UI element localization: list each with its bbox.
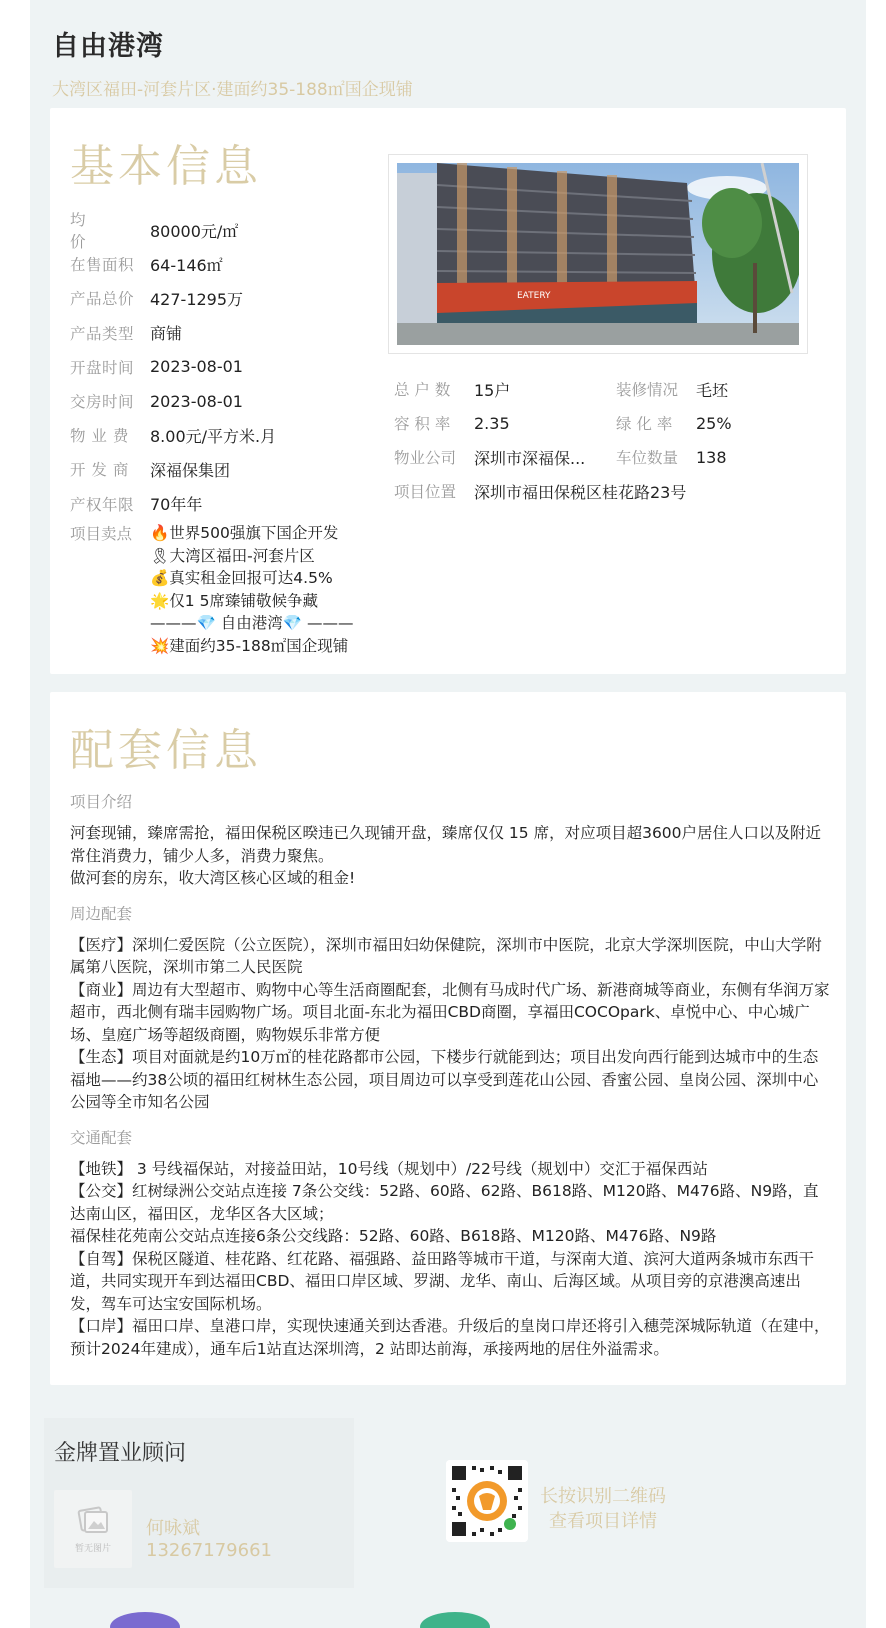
amenities-title: 配套信息 bbox=[70, 725, 262, 776]
intro-section bbox=[70, 790, 830, 890]
selling-points-label: 项目卖点 bbox=[70, 525, 133, 543]
amenities-card bbox=[50, 692, 846, 1385]
detail-value: 15户 bbox=[474, 380, 511, 400]
info-label: 开 发 商 bbox=[70, 461, 129, 480]
traffic-section bbox=[70, 1126, 830, 1361]
info-value: 商铺 bbox=[150, 324, 183, 344]
info-value: 2023-08-01 bbox=[150, 391, 243, 411]
location-value: 深圳市福田保税区桂花路23号 bbox=[474, 482, 687, 502]
info-row-price bbox=[70, 211, 276, 252]
surround-paragraph: 【商业】周边有大型超市、购物中心等生活商圈配套，北侧有马成时代广场、新港商城等商业，东侧有华润万家超市，西北侧有瑞丰园购物广场。项目北面-东北为福田CBD商圈，享福田COCOpark、卓悦中心、中心城广场、皇庭广场等超级商圈，购物娱乐非常方便 bbox=[70, 980, 830, 1044]
traffic-paragraph: 【自驾】保税区隧道、桂花路、红花路、福强路、益田路等城市干道，与深南大道、滨河大道两条城市东西干道，共同实现开车到达福田CBD、福田口岸区域、罗湖、龙华、南山、后海区域。从项目旁的京港澳高速出发，驾车可达宝安国际机场。 bbox=[70, 1249, 815, 1313]
info-value: 427-1295万 bbox=[150, 289, 244, 309]
store-sign-text: EATERY bbox=[517, 291, 551, 301]
detail-label: 物业公司 bbox=[394, 449, 457, 467]
intro-paragraph: 河套现铺，臻席需抢，福田保税区暌违已久现铺开盘，臻席仅仅 15 席，对应项目超3600户居住人口以及附近常住消费力，铺少人多，消费力聚焦。 bbox=[70, 824, 822, 865]
traffic-paragraph: 福保桂花苑南公交站点连接6条公交线路：52路、60路、B618路、M120路、M476路、N9路 bbox=[70, 1227, 717, 1245]
traffic-paragraph: 【公交】红树绿洲公交站点连接 7条公交线：52路、60路、62路、B618路、M120路、M476路、N9路，直达南山区，福田区，龙华区各大区域； bbox=[70, 1182, 819, 1223]
image-placeholder-icon bbox=[76, 1505, 110, 1535]
detail-value: 25% bbox=[696, 413, 732, 433]
info-value: 8.00元/平方米.月 bbox=[150, 426, 277, 446]
detail-value: 2.35 bbox=[474, 413, 510, 433]
qr-line-2: 查看项目详情 bbox=[549, 1511, 657, 1532]
amenities-content bbox=[70, 790, 830, 1372]
selling-points bbox=[70, 522, 353, 657]
info-label: 在售面积 bbox=[70, 256, 135, 275]
info-row-developer bbox=[70, 452, 276, 486]
selling-point: 🎗大湾区福田-河套片区 bbox=[150, 546, 315, 565]
surround-section bbox=[70, 902, 830, 1114]
agent-title: 金牌置业顾问 bbox=[54, 1441, 187, 1466]
qr-code-icon bbox=[446, 1460, 528, 1542]
basic-info-title: 基本信息 bbox=[70, 141, 262, 192]
info-label: 产品类型 bbox=[70, 324, 135, 343]
info-label: 交房时间 bbox=[70, 393, 135, 412]
selling-point: ———💎 自由港湾💎 ——— bbox=[150, 614, 354, 632]
location-label: 项目位置 bbox=[394, 483, 457, 501]
info-row-tenure bbox=[70, 487, 276, 521]
info-value: 深福保集团 bbox=[150, 460, 231, 480]
qr-code[interactable] bbox=[446, 1460, 528, 1542]
info-label: 物 业 费 bbox=[70, 427, 129, 446]
intro-label: 项目介绍 bbox=[70, 793, 133, 811]
detail-label: 车位数量 bbox=[616, 449, 679, 467]
traffic-label: 交通配套 bbox=[70, 1128, 133, 1147]
surround-paragraph: 【医疗】深圳仁爱医院（公立医院），深圳市福田妇幼保健院，深圳市中医院，北京大学深圳医院，中山大学附属第八医院，深圳市第二人民医院 bbox=[70, 935, 822, 976]
detail-value: 毛坯 bbox=[696, 380, 729, 400]
info-row-total bbox=[70, 281, 276, 315]
qr-instructions bbox=[540, 1484, 666, 1534]
info-row-delivery-date bbox=[70, 384, 276, 418]
info-row-open-date bbox=[70, 350, 276, 384]
building-image bbox=[397, 163, 799, 345]
selling-point: 💥建面约35-188㎡国企现铺 bbox=[150, 636, 349, 655]
project-photo[interactable] bbox=[388, 154, 808, 354]
info-row-property-fee bbox=[70, 418, 276, 452]
traffic-paragraph: 【口岸】福田口岸、皇港口岸，实现快速通关到达香港。升级后的皇岗口岸还将引入穗莞深城际轨道（在建中，预计2024年建成），通车后1站直达深圳湾，2 站即达前海，承接两地的居住外溢需求。 bbox=[70, 1317, 830, 1358]
page-background bbox=[30, 0, 866, 1628]
detail-label: 总 户 数 bbox=[394, 381, 451, 399]
page-title: 自由港湾 bbox=[52, 31, 164, 62]
basic-info-card bbox=[50, 108, 846, 674]
info-value: 64-146㎡ bbox=[150, 255, 223, 275]
selling-points-list bbox=[150, 522, 353, 657]
info-label: 开盘时间 bbox=[70, 358, 135, 377]
agent-card bbox=[44, 1418, 354, 1588]
location-row bbox=[394, 474, 838, 508]
page-subtitle: 大湾区福田-河套片区·建面约35-188㎡国企现铺 bbox=[52, 80, 413, 100]
building-illustration bbox=[397, 163, 799, 345]
info-value: 80000元/㎡ bbox=[150, 221, 239, 241]
avatar-placeholder-text: 暂无图片 bbox=[74, 1543, 111, 1554]
info-label: 产权年限 bbox=[70, 495, 135, 514]
detail-grid bbox=[394, 372, 838, 508]
info-value: 70年年 bbox=[150, 495, 203, 515]
header bbox=[52, 24, 413, 100]
detail-label: 绿 化 率 bbox=[616, 415, 673, 433]
qr-line-1: 长按识别二维码 bbox=[540, 1486, 666, 1507]
detail-row bbox=[394, 440, 838, 474]
intro-paragraph: 做河套的房东，收大湾区核心区域的租金! bbox=[70, 869, 356, 887]
info-label: 产品总价 bbox=[70, 290, 135, 309]
selling-point: 🌟仅1 5席臻铺敬候争藏 bbox=[150, 591, 318, 610]
info-value: 2023-08-01 bbox=[150, 357, 243, 377]
detail-value: 138 bbox=[696, 447, 727, 467]
surround-label: 周边配套 bbox=[70, 904, 133, 923]
surround-paragraph: 【生态】项目对面就是约10万㎡的桂花路都市公园，下楼步行就能到达；项目出发向西行能到达城市中的生态福地——约38公顷的福田红树林生态公园，项目周边可以享受到莲花山公园、香蜜公园、皇岗公园、深圳中心公园等全市知名公园 bbox=[70, 1048, 819, 1111]
info-label: 均 价 bbox=[70, 211, 141, 252]
agent-name: 何咏斌 bbox=[146, 1518, 200, 1539]
selling-point: 💰真实租金回报可达4.5% bbox=[150, 569, 333, 587]
agent-phone-link[interactable]: 13267179661 bbox=[146, 1540, 272, 1561]
traffic-paragraph: 【地铁】 3 号线福保站，对接益田站，10号线（规划中）/22号线（规划中）交汇于福保西站 bbox=[70, 1159, 708, 1178]
info-row-area bbox=[70, 247, 276, 281]
selling-point: 🔥世界500强旗下国企开发 bbox=[150, 524, 339, 542]
info-row-type bbox=[70, 316, 276, 350]
basic-info-list bbox=[70, 213, 276, 521]
detail-label: 容 积 率 bbox=[394, 415, 451, 433]
detail-label: 装修情况 bbox=[616, 381, 679, 399]
detail-value: 深圳市深福保... bbox=[474, 448, 586, 468]
detail-row bbox=[394, 372, 838, 406]
avatar bbox=[54, 1490, 132, 1568]
detail-row bbox=[394, 406, 838, 440]
